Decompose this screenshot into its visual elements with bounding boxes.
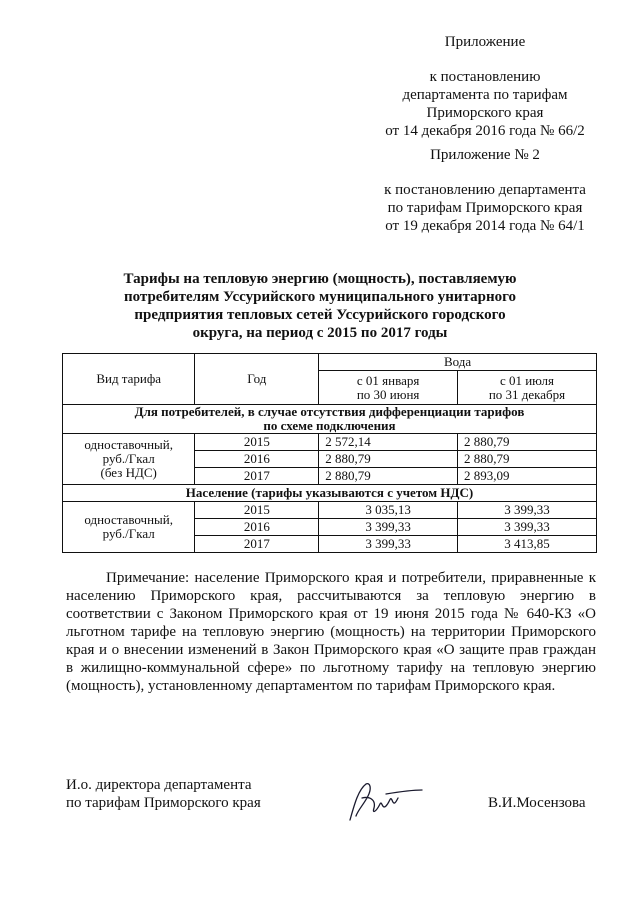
cell-value: 2 880,79	[319, 468, 458, 485]
section-1-title	[63, 405, 597, 434]
section-2-title: Население (тарифы указываются с учетом НДС)	[63, 485, 597, 502]
cell-value: 3 399,33	[319, 519, 458, 536]
signatory-position	[66, 776, 326, 812]
header-year: Год	[195, 354, 319, 405]
cell-value: 2 893,09	[457, 468, 596, 485]
section-1-title-line: по схеме подключения	[263, 418, 396, 433]
tariff-label-line: одноставочный,	[84, 437, 173, 452]
title-line: потребителям Уссурийского муниципального унитарного	[123, 289, 517, 305]
section-1-title-line: Для потребителей, в случае отсутствия дифференциации тарифов	[134, 404, 525, 419]
cell-year: 2017	[195, 468, 319, 485]
title-line: округа, на период с 2015 по 2017 годы	[192, 325, 448, 341]
cell-value: 3 035,13	[319, 502, 458, 519]
cell-value: 2 572,14	[319, 434, 458, 451]
cell-value: 2 880,79	[319, 451, 458, 468]
cell-year: 2015	[195, 502, 319, 519]
table-row	[63, 434, 597, 451]
signatory-name: В.И.Мосензова	[488, 795, 586, 811]
tariff-label-line: одноставочный,	[84, 512, 173, 527]
appendix-2-title: Приложение № 2	[430, 147, 540, 163]
handwritten-signature	[336, 776, 426, 826]
cell-value: 3 399,33	[457, 519, 596, 536]
section-1-title-row	[63, 405, 597, 434]
section-1-tariff-label	[63, 434, 195, 485]
table-header-row	[63, 354, 597, 371]
header-water: Вода	[319, 354, 597, 371]
appendix-1-header	[360, 33, 610, 140]
cell-year: 2016	[195, 451, 319, 468]
cell-value: 3 413,85	[457, 536, 596, 553]
appendix-1-line: Приморского края	[426, 105, 544, 121]
header-period-1	[319, 371, 458, 405]
cell-year: 2017	[195, 536, 319, 553]
cell-value: 2 880,79	[457, 434, 596, 451]
cell-value: 3 399,33	[457, 502, 596, 519]
appendix-2-header	[360, 146, 610, 235]
tariff-label-line: (без НДС)	[100, 465, 157, 480]
header-period-2-line: с 01 июля	[499, 372, 555, 388]
section-2-title-row	[63, 485, 597, 502]
title-line: Тарифы на тепловую энергию (мощность), поставляемую	[123, 271, 517, 287]
header-period-1-line: по 30 июня	[356, 386, 420, 402]
cell-year: 2015	[195, 434, 319, 451]
appendix-2-line: к постановлению департамента	[384, 182, 586, 198]
document-title	[100, 270, 540, 342]
appendix-1-line: департамента по тарифам	[402, 87, 568, 103]
header-period-1-line: с 01 января	[356, 372, 420, 388]
tariff-label-line: руб./Гкал	[102, 451, 155, 466]
tariff-label-line: руб./Гкал	[102, 526, 155, 541]
appendix-1-title: Приложение	[444, 34, 526, 50]
note-paragraph: Примечание: население Приморского края и потребители, приравненные к населению Приморского края, рассчитываются за тепловую энергию в соответствии с Законом Приморского края от 19 июня 2015 года № 640-КЗ «О льготном тарифе на тепловую энергию (мощность) на территории Приморского края и о внесении изменений в Закон Приморского края «О защите прав граждан в жилищно-коммунальной сфере» по льготному тарифу на тепловую энергию (мощность), установленному департаментом по тарифам Приморского края.	[66, 570, 596, 694]
cell-value: 2 880,79	[457, 451, 596, 468]
header-period-2-line: по 31 декабря	[488, 386, 566, 402]
signatory-position-line: по тарифам Приморского края	[66, 795, 261, 811]
header-tariff-type: Вид тарифа	[63, 354, 195, 405]
appendix-2-line: от 19 декабря 2014 года № 64/1	[385, 218, 585, 234]
table-row	[63, 502, 597, 519]
title-line: предприятия тепловых сетей Уссурийского городского	[134, 307, 506, 323]
appendix-2-line: по тарифам Приморского края	[387, 200, 583, 216]
appendix-1-line: от 14 декабря 2016 года № 66/2	[385, 123, 585, 139]
header-period-2	[457, 371, 596, 405]
appendix-1-line: к постановлению	[429, 69, 541, 85]
section-2-tariff-label	[63, 502, 195, 553]
tariff-table	[62, 353, 597, 553]
cell-year: 2016	[195, 519, 319, 536]
signatory-position-line: И.о. директора департамента	[66, 777, 252, 793]
cell-value: 3 399,33	[319, 536, 458, 553]
